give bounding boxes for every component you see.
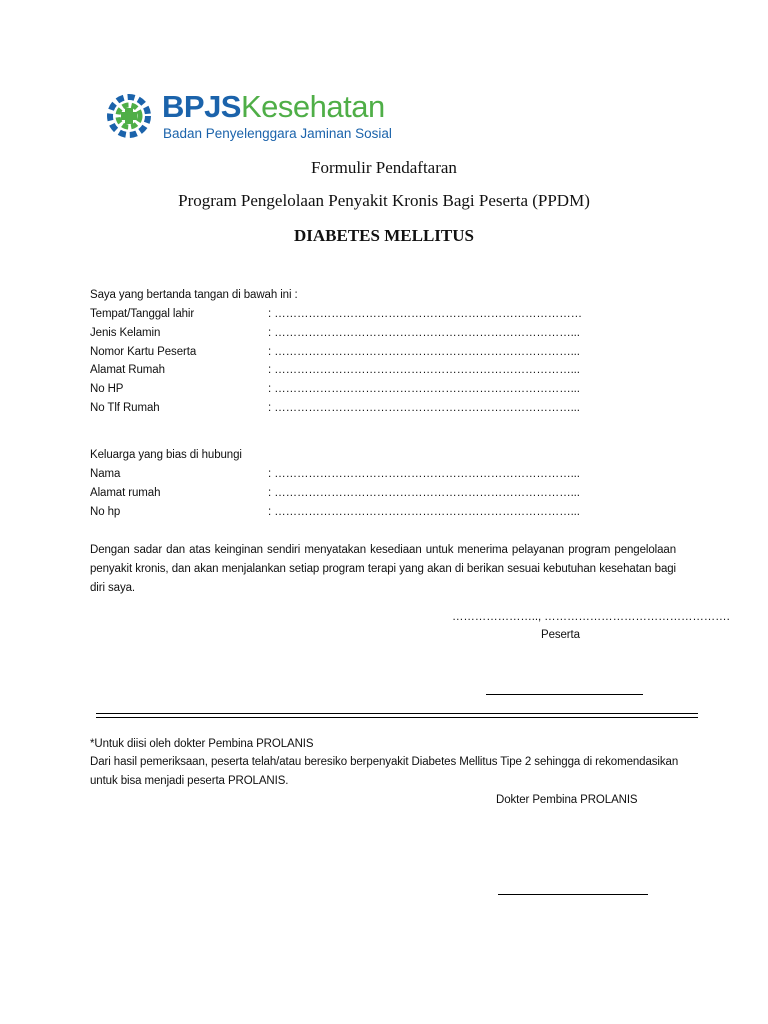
logo-brand-kesehatan: Kesehatan (240, 89, 385, 124)
field-blank[interactable]: : ……………………………………………………………………... (268, 402, 580, 414)
field-row-family-name (90, 465, 580, 484)
program-title: Program Pengelolaan Penyakit Kronis Bagi Peserta (PPDM) (178, 191, 590, 210)
field-row-birth (90, 305, 582, 324)
logo-brand-bpjs: BPJS (162, 89, 241, 124)
logo-brand-name (162, 90, 385, 124)
field-row-family-address (90, 484, 580, 503)
bpjs-emblem-icon (106, 91, 152, 141)
field-blank[interactable]: : ……………………………………………………………………… (268, 308, 582, 320)
field-label: Tempat/Tanggal lahir (90, 308, 195, 320)
doctor-note: *Untuk diisi oleh dokter Pembina PROLANIS (90, 738, 314, 750)
field-label: No Tlf Rumah (90, 402, 160, 414)
form-title: Formulir Pendaftaran (311, 158, 457, 177)
field-label: Alamat rumah (90, 487, 161, 499)
field-label: Nomor Kartu Peserta (90, 346, 197, 358)
field-blank[interactable]: : ……………………………………………………………………... (268, 487, 580, 499)
field-label: No HP (90, 383, 124, 395)
field-blank[interactable]: : ……………………………………………………………………... (268, 383, 580, 395)
logo-tagline: Badan Penyelenggara Jaminan Sosial (163, 126, 392, 141)
field-row-hp (90, 380, 580, 399)
separator-line-top (96, 713, 698, 714)
field-label: Alamat Rumah (90, 364, 165, 376)
field-blank[interactable]: : ……………………………………………………………………... (268, 506, 580, 518)
field-row-family-hp (90, 503, 580, 522)
separator-line-bottom (96, 717, 698, 718)
field-blank[interactable]: : ……………………………………………………………………... (268, 327, 580, 339)
field-row-home-phone (90, 399, 580, 418)
field-blank[interactable]: : ……………………………………………………………………... (268, 346, 580, 358)
bpjs-logo (106, 88, 392, 148)
doctor-signature-line[interactable] (498, 894, 648, 895)
field-row-card-number (90, 343, 580, 362)
family-intro: Keluarga yang bias di hubungi (90, 449, 242, 461)
field-blank[interactable]: : ……………………………………………………………………... (268, 468, 580, 480)
declaration-text: Dengan sadar dan atas keinginan sendiri menyatakan kesediaan untuk menerima pelayanan program pengelolaan penyakit kronis, dan akan menjalankan setiap program terapi yang akan di berikan sesuai kebutuhan kesehatan bagi diri saya. (90, 544, 676, 594)
field-row-gender (90, 324, 580, 343)
doctor-signer-label: Dokter Pembina PROLANIS (496, 794, 638, 806)
doctor-recommendation-text: Dari hasil pemeriksaan, peserta telah/atau beresiko berpenyakit Diabetes Mellitus Tipe 2 sehingga di rekomendasikan untuk bisa menjadi peserta PROLANIS. (90, 756, 679, 787)
field-blank[interactable]: : ……………………………………………………………………... (268, 364, 580, 376)
applicant-intro: Saya yang bertanda tangan di bawah ini : (90, 289, 298, 301)
field-row-address (90, 361, 580, 380)
place-date-blank[interactable]: ………………….., …………………………………………. (452, 611, 730, 623)
disease-title: DIABETES MELLITUS (294, 226, 474, 245)
field-label: Jenis Kelamin (90, 327, 161, 339)
participant-signature-line[interactable] (486, 694, 643, 695)
field-label: No hp (90, 506, 121, 518)
participant-label: Peserta (541, 629, 580, 641)
field-label: Nama (90, 468, 121, 480)
